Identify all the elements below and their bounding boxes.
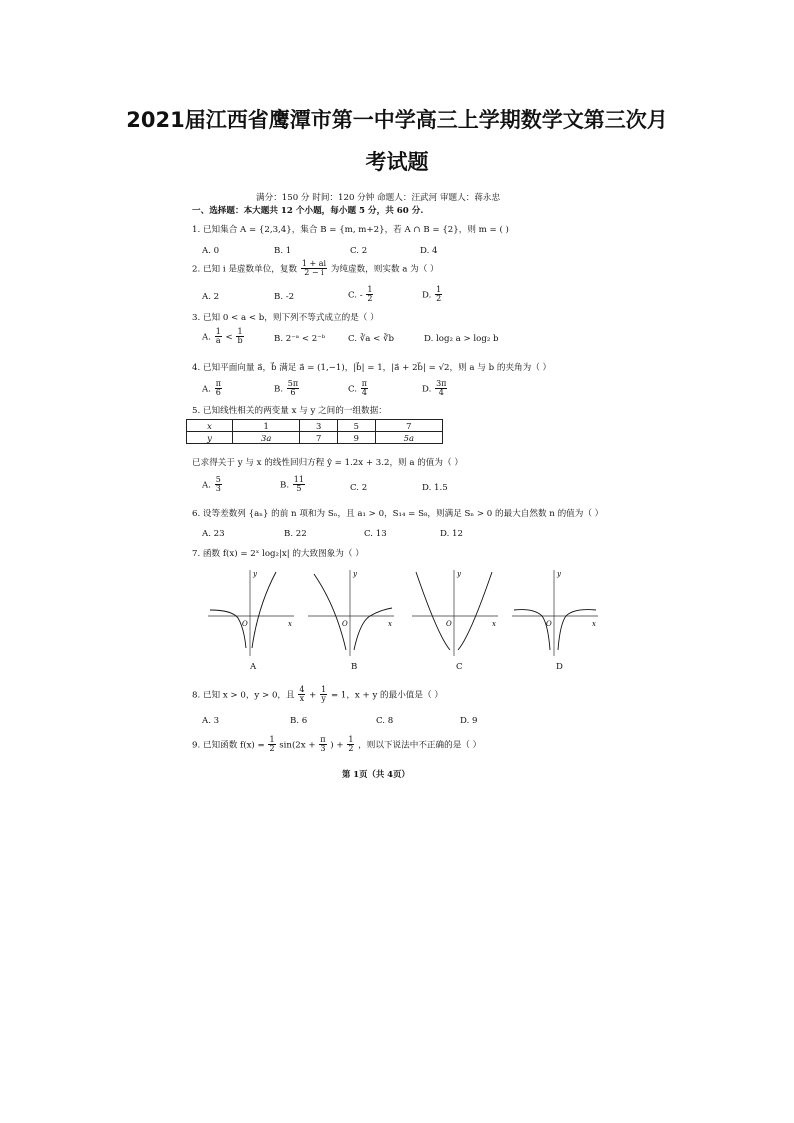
table-cell: 3 [300,420,338,432]
q7-graph-a [206,566,296,658]
q3-a-frac1 [215,328,222,346]
q9-n1: 1 [269,735,275,744]
q9-stem-post: ，则以下说法中不正确的是（ ） [358,740,482,751]
q3-a-mid: < [225,332,233,343]
q7-axis-x-label: x [492,620,496,628]
q7-axis-x-label: x [592,620,596,628]
q8-option-d: D. 9 [460,716,478,726]
q7-origin-label: O [446,620,452,628]
question-2 [192,260,439,278]
document-title-line2: 考试题 [365,150,429,174]
document-title-line1: 2021届江西省鹰潭市第一中学高三上学期数学文第三次月 [126,108,668,132]
q3-a-frac2 [236,328,243,346]
q6-option-c: C. 13 [364,529,387,539]
q4-option-c [348,380,369,398]
table-cell: 5 [337,420,375,432]
q5-b-pre: B. [280,480,290,491]
question-5-stem2: 已求得关于 y 与 x 的线性回归方程 ŷ = 1.2x + 3.2，则 a 的值为（ ） [192,458,463,468]
q2-stem-post: 为纯虚数，则实数 a 为（ ） [330,264,439,275]
q3-a-n1: 1 [215,327,221,336]
q2-option-b: B. -2 [274,292,295,302]
q1-option-c: C. 2 [350,246,368,256]
q4-d-num: 3π [436,379,447,388]
q5-b-den: 5 [296,484,302,494]
question-5: 5. 已知线性相关的两变量 x 与 y 之间的一组数据： [192,406,387,416]
q3-option-d: D. log₂ a > log₂ b [424,334,499,344]
table-cell: 1 [233,420,300,432]
q5-a-pre: A. [202,480,211,491]
q4-d-fraction [435,380,447,398]
exam-header-info: 满分：150 分 时间：120 分钟 命题人：汪武河 审题人：蒋永忠 [256,193,501,203]
q8-d2: y [321,694,326,704]
q3-a-d1: a [215,336,221,346]
question-3: 3. 已知 0 < a < b，则下列不等式成立的是（ ） [192,313,379,323]
table-cell: 7 [300,432,338,444]
q4-option-b [274,380,300,398]
table-cell: 5a [375,432,442,444]
q7-axis-x-label: x [288,620,292,628]
q7-label-b: B [351,662,358,672]
table-cell: 7 [375,420,442,432]
q5-option-c: C. 2 [350,483,368,493]
q4-c-pre: C. [348,384,358,395]
q2-d-num: 1 [436,285,442,294]
q1-option-b: B. 1 [274,246,292,256]
q2-c-fraction [366,286,373,304]
q6-option-a: A. 23 [202,529,225,539]
q8-stem-post: = 1，x + y 的最小值是（ ） [330,690,443,701]
q9-frac1 [268,736,275,754]
q7-graph-b [306,566,396,658]
q4-b-den: 6 [290,388,296,398]
q8-option-b: B. 6 [290,716,308,726]
q7-axis-y-label: y [457,570,461,578]
q5-b-fraction [293,476,305,494]
q9-frac3 [347,736,354,754]
q3-option-b: B. 2⁻ᵃ < 2⁻ᵇ [274,334,326,344]
q4-a-num: π [215,379,221,388]
q5-a-fraction [215,476,222,494]
page-footer: 第 1页（共 4页） [342,769,410,779]
q4-option-a [202,380,223,398]
table-cell: x [187,420,233,432]
q5-data-table [186,419,443,444]
q8-stem-pre: 8. 已知 x > 0，y > 0，且 [192,690,295,701]
q2-stem-pre: 2. 已知 i 是虚数单位，复数 [192,264,298,275]
q2-d-den: 2 [436,294,442,304]
q7-graph-d [510,566,600,658]
q7-origin-label: O [546,620,552,628]
q8-frac2 [320,686,327,704]
q4-a-pre: A. [202,384,211,395]
q3-a-n2: 1 [237,327,243,336]
q3-option-a [202,328,245,346]
table-cell: 9 [337,432,375,444]
q9-stem-pre: 9. 已知函数 f(x) = [192,740,265,751]
question-1: 1. 已知集合 A = {2,3,4}，集合 B = {m, m+2}，若 A ∩ B = {2}，则 m = ( ) [192,225,509,235]
q9-n3: 1 [348,735,354,744]
q4-c-den: 4 [361,388,367,398]
q8-option-a: A. 3 [202,716,220,726]
q5-b-num: 11 [293,475,304,484]
q4-a-den: 6 [215,388,221,398]
q2-option-c [348,286,374,304]
q4-d-pre: D. [422,384,432,395]
question-8 [192,686,443,704]
q7-axis-x-label: x [388,620,392,628]
q5-option-b [280,476,306,494]
q5-a-num: 5 [215,475,221,484]
q2-c-den: 2 [367,294,373,304]
q1-option-d: D. 4 [420,246,438,256]
q7-axis-y-label: y [253,570,257,578]
question-9 [192,736,481,754]
section-heading: 一、选择题：本大题共 12 个小题，每小题 5 分，共 60 分. [192,206,424,216]
q2-den: 2 − i [304,268,324,278]
table-cell: 3a [233,432,300,444]
q8-plus: + [309,690,317,701]
q4-option-d [422,380,448,398]
q4-d-den: 4 [438,388,444,398]
q9-mid: sin(2x + [279,740,316,751]
q7-label-a: A [250,662,257,672]
q8-frac1 [298,686,305,704]
question-6: 6. 设等差数列 {aₙ} 的前 n 项和为 Sₙ，且 a₁ > 0，S₁₄ = S₈，则满足 Sₙ > 0 的最大自然数 n 的值为（ ） [192,509,604,519]
q7-label-d: D [556,662,563,672]
q3-option-c: C. ∛a < ∛b [348,334,394,344]
exam-page-scan [178,186,618,782]
q6-option-d: D. 12 [440,529,463,539]
q5-option-d: D. 1.5 [422,483,448,493]
q2-num: 1 + ai [301,259,327,268]
q2-option-d [422,286,443,304]
q2-fraction [301,260,327,278]
q7-label-c: C [456,662,463,672]
question-4: 4. 已知平面向量 a⃗，b⃗ 满足 a⃗ = (1,−1)，|b⃗| = 1，|a⃗ + 2b⃗| = √2，则 a 与 b 的夹角为（ ） [192,363,552,373]
q9-frac2 [319,736,326,754]
q4-c-num: π [361,379,368,388]
q8-n2: 1 [321,685,327,694]
q5-a-den: 3 [215,484,221,494]
q2-d-fraction [435,286,442,304]
q6-option-b: B. 22 [284,529,307,539]
q7-origin-label: O [342,620,348,628]
q7-origin-label: O [242,620,248,628]
q4-b-pre: B. [274,384,284,395]
q8-n1: 4 [299,685,305,694]
q1-option-a: A. 0 [202,246,220,256]
table-cell: y [187,432,233,444]
q2-option-a: A. 2 [202,292,220,302]
q9-d1: 2 [269,744,275,754]
q2-c-pre: C. - [348,290,363,301]
q8-option-c: C. 8 [376,716,394,726]
q3-a-d2: b [237,336,243,346]
q9-n2: π [320,735,326,744]
q9-d3: 2 [348,744,354,754]
q9-d2: 3 [320,744,326,754]
table-row [187,432,443,444]
q8-d1: x [299,694,305,704]
q7-axis-y-label: y [353,570,357,578]
q2-d-pre: D. [422,290,432,301]
q7-axis-y-label: y [557,570,561,578]
q4-c-fraction [361,380,368,398]
table-row [187,420,443,432]
q4-a-fraction [215,380,222,398]
q4-b-fraction [287,380,299,398]
q9-mid2: ) + [330,740,344,751]
question-7: 7. 函数 f(x) = 2ˣ log₂|x| 的大致图象为（ ） [192,549,364,559]
q5-option-a [202,476,223,494]
q3-a-pre: A. [202,332,211,343]
q4-b-num: 5π [287,379,299,388]
q7-graph-c [410,566,500,658]
q2-c-num: 1 [367,285,373,294]
